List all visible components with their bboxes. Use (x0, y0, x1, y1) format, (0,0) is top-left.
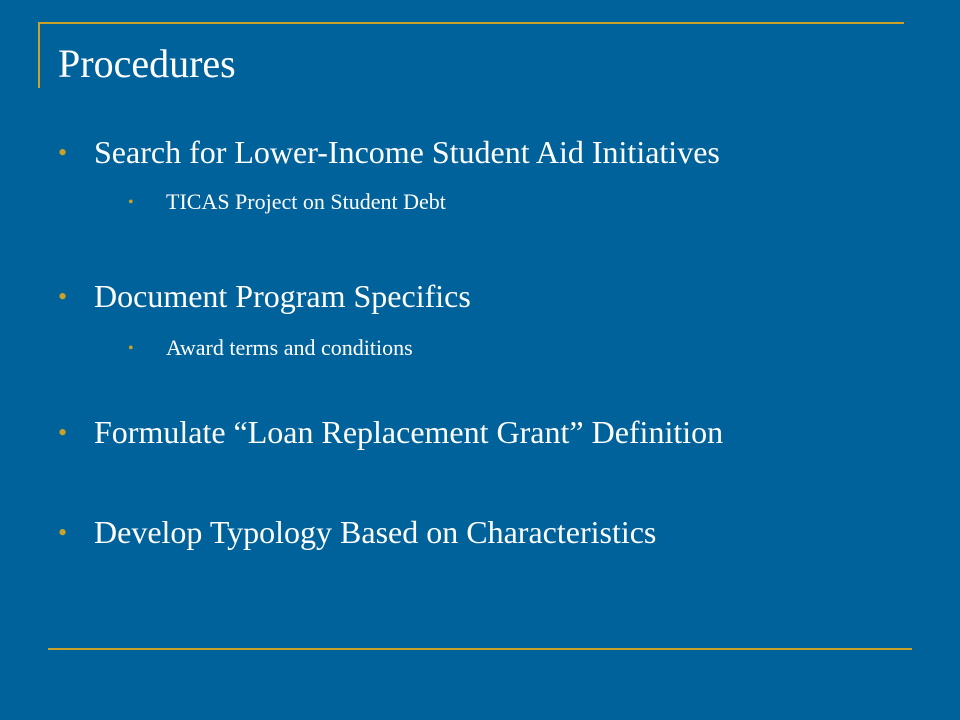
bullet-item (58, 412, 723, 453)
bullet-item (58, 276, 471, 317)
bottom-accent-rule (48, 648, 912, 650)
bullet-item (58, 512, 656, 553)
slide-title: Procedures (58, 41, 236, 86)
left-accent-rule (38, 22, 40, 88)
bullet-text: Search for Lower-Income Student Aid Initiatives (94, 134, 720, 170)
bullet-text: Document Program Specifics (94, 278, 471, 314)
sub-bullet-text: TICAS Project on Student Debt (166, 189, 446, 214)
bullet-text: Develop Typology Based on Characteristics (94, 514, 657, 550)
sub-bullet-dot-icon: • (128, 194, 134, 211)
sub-bullet-item (128, 334, 413, 363)
sub-bullet-item (128, 188, 446, 217)
bullet-dot-icon: • (58, 518, 68, 547)
bullet-dot-icon: • (58, 418, 68, 447)
bullet-dot-icon: • (58, 138, 68, 167)
top-accent-rule (40, 22, 904, 24)
bullet-item (58, 132, 720, 173)
bullet-text: Formulate “Loan Replacement Grant” Definition (94, 414, 724, 450)
sub-bullet-text: Award terms and conditions (166, 335, 413, 360)
sub-bullet-dot-icon: • (128, 340, 134, 357)
bullet-dot-icon: • (58, 282, 68, 311)
